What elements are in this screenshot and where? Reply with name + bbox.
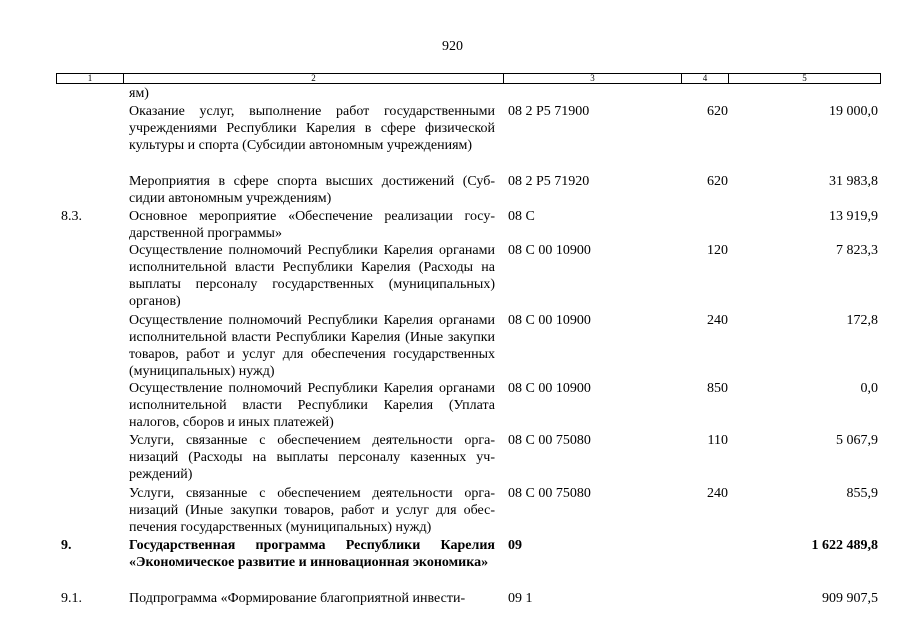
- row-expense-type: 120: [707, 243, 728, 258]
- column-header: 1: [57, 74, 124, 84]
- table-row: [56, 103, 880, 173]
- row-description: Осуществление полномочий Республики Карелия органами исполнительной власти Республики Карелия (Иные закупки товаров, работ и услуг для обеспечения государственных (муниципальных) нужд): [129, 313, 495, 379]
- row-description: Осуществление полномочий Республики Карелия органами исполнительной власти Республики Карелия (Уплата налогов, сборов и иных платежей): [129, 381, 495, 430]
- row-description: ям): [129, 86, 149, 101]
- row-number: 9.1.: [61, 591, 82, 606]
- row-expense-type: 240: [707, 313, 728, 328]
- row-number: 8.3.: [61, 209, 82, 224]
- row-description: Осуществление полномочий Республики Карелия органами исполнительной власти Республики Карелия (Расходы на выплаты персоналу государственных (муниципальных) органов): [129, 243, 495, 309]
- row-description: Государственная программа Республики Карелия «Экономическое развитие и инновационная экономика»: [129, 538, 495, 570]
- row-expense-type: 620: [707, 174, 728, 189]
- column-header-row: [56, 73, 881, 84]
- budget-table-body: [56, 85, 880, 607]
- table-row: [56, 590, 880, 607]
- table-row: [56, 242, 880, 312]
- row-expense-type: 240: [707, 486, 728, 501]
- row-expense-type: 110: [707, 433, 728, 448]
- page-number: 920: [442, 39, 463, 54]
- row-code: 08 2 Р5 71900: [508, 104, 590, 119]
- table-row: [56, 173, 880, 208]
- row-amount: 13 919,9: [829, 209, 878, 224]
- column-header: 5: [729, 74, 881, 84]
- row-expense-type: 850: [707, 381, 728, 396]
- table-row: [56, 312, 880, 380]
- table-row: [56, 208, 880, 242]
- table-row: [56, 432, 880, 485]
- table-row: [56, 485, 880, 537]
- row-description: Оказание услуг, выполнение работ государственными учреждениями Республики Карелия в сфере физической культуры и спорта (Субсидии автономным учреждениям): [129, 104, 495, 153]
- row-code: 09: [508, 538, 522, 553]
- column-header: 2: [124, 74, 504, 84]
- row-code: 08 С 00 10900: [508, 381, 591, 396]
- row-description: Услуги, связанные с обеспечением деятельности организаций (Расходы на выплаты персоналу казенных учреждений): [129, 433, 495, 482]
- row-expense-type: 620: [707, 104, 728, 119]
- row-code: 08 С 00 10900: [508, 243, 591, 258]
- row-amount: 7 823,3: [836, 243, 878, 258]
- row-description: Мероприятия в сфере спорта высших достижений (Субсидии автономным учреждениям): [129, 174, 495, 206]
- row-code: 09 1: [508, 591, 533, 606]
- row-amount: 0,0: [860, 381, 878, 396]
- table-row-program: [56, 537, 880, 590]
- row-amount: 19 000,0: [829, 104, 878, 119]
- row-description: Услуги, связанные с обеспечением деятельности организаций (Иные закупки товаров, работ и услуг для обеспечения государственных (муниципальных) нужд): [129, 486, 495, 535]
- row-amount: 909 907,5: [822, 591, 878, 606]
- row-description: Основное мероприятие «Обеспечение реализации государственной программы»: [129, 209, 495, 241]
- row-code: 08 С 00 75080: [508, 486, 591, 501]
- table-row: [56, 380, 880, 432]
- row-number: 9.: [61, 538, 72, 553]
- row-code: 08 С 00 10900: [508, 313, 591, 328]
- row-code: 08 С: [508, 209, 535, 224]
- row-amount: 31 983,8: [829, 174, 878, 189]
- row-code: 08 С 00 75080: [508, 433, 591, 448]
- row-amount: 172,8: [846, 313, 878, 328]
- row-amount: 855,9: [846, 486, 878, 501]
- row-description: Подпрограмма «Формирование благоприятной инвести-: [129, 591, 466, 606]
- column-header: 4: [682, 74, 729, 84]
- row-amount: 5 067,9: [836, 433, 878, 448]
- row-amount: 1 622 489,8: [811, 538, 878, 553]
- row-code: 08 2 Р5 71920: [508, 174, 590, 189]
- table-row: [56, 85, 880, 103]
- column-header: 3: [504, 74, 682, 84]
